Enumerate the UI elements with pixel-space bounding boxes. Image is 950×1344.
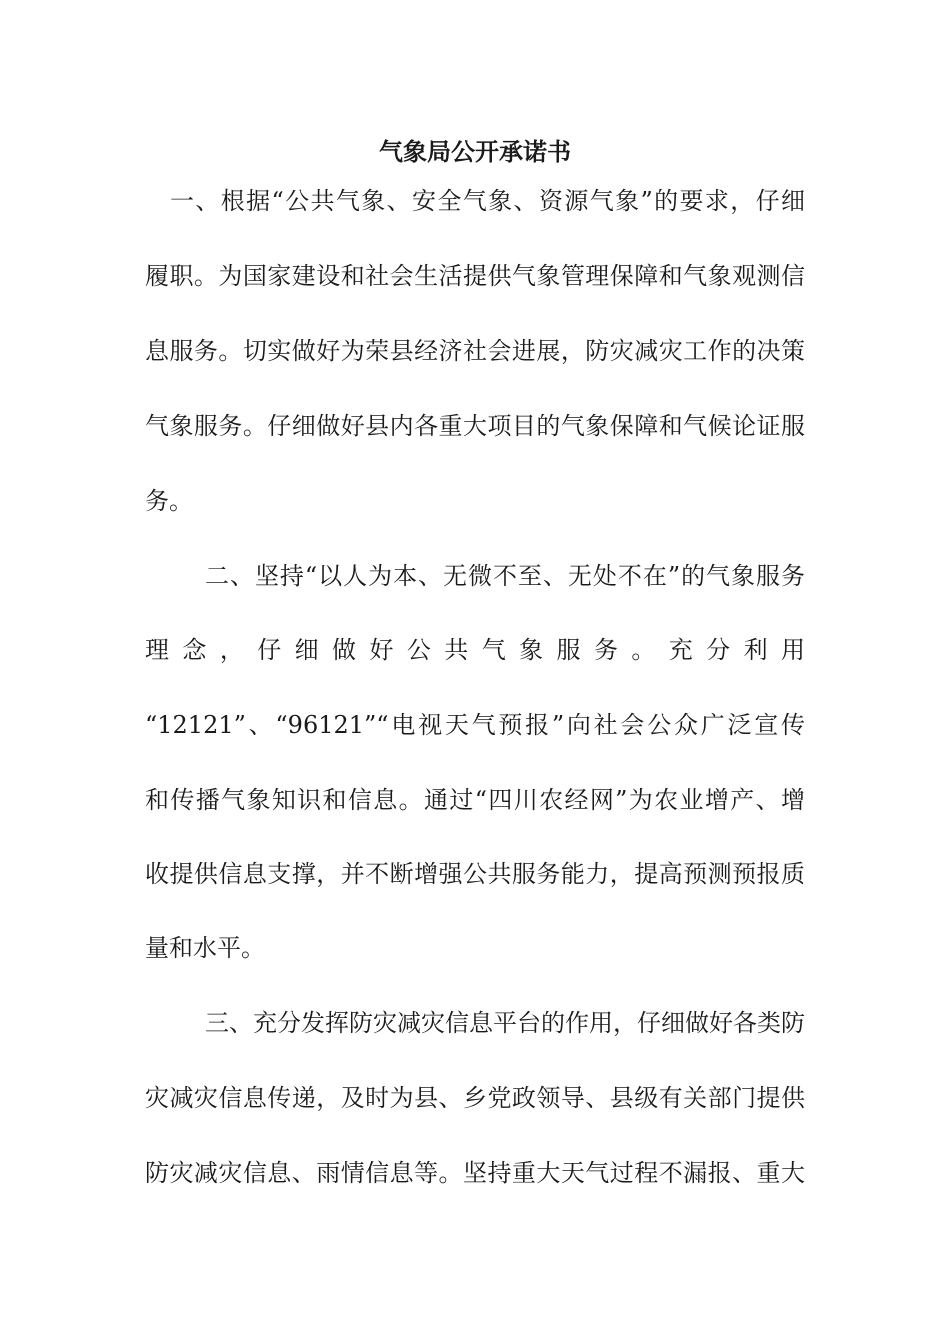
- paragraph-line: “12121”、“96121”“电视天气预报”向社会公众广泛宣传: [145, 711, 805, 739]
- paragraph-line: 理念，仔细做好公共气象服务。充分利用: [145, 636, 805, 664]
- document-title: 气象局公开承诺书: [379, 138, 571, 166]
- paragraph-line: 一、根据“公共气象、安全气象、资源气象”的要求，仔细: [170, 187, 805, 215]
- paragraph-line: 灾减灾信息传递，及时为县、乡党政领导、县级有关部门提供: [145, 1084, 805, 1112]
- paragraph-line: 防灾减灾信息、雨情信息等。坚持重大天气过程不漏报、重大: [145, 1159, 805, 1187]
- paragraph-line: 收提供信息支撑，并不断增强公共服务能力，提高预测预报质: [145, 860, 805, 888]
- paragraph-line: 履职。为国家建设和社会生活提供气象管理保障和气象观测信: [145, 262, 805, 290]
- paragraph-line: 务。: [145, 487, 193, 515]
- paragraph-line: 和传播气象知识和信息。通过“四川农经网”为农业增产、增: [145, 786, 805, 814]
- paragraph-line: 量和水平。: [145, 934, 265, 962]
- paragraph-line: 三、充分发挥防灾减灾信息平台的作用，仔细做好各类防: [205, 1009, 805, 1037]
- paragraph-line: 息服务。切实做好为荣县经济社会进展，防灾减灾工作的决策: [145, 337, 805, 365]
- paragraph-line: 二、坚持“以人为本、无微不至、无处不在”的气象服务: [205, 562, 805, 590]
- paragraph-line: 气象服务。仔细做好县内各重大项目的气象保障和气候论证服: [145, 412, 805, 440]
